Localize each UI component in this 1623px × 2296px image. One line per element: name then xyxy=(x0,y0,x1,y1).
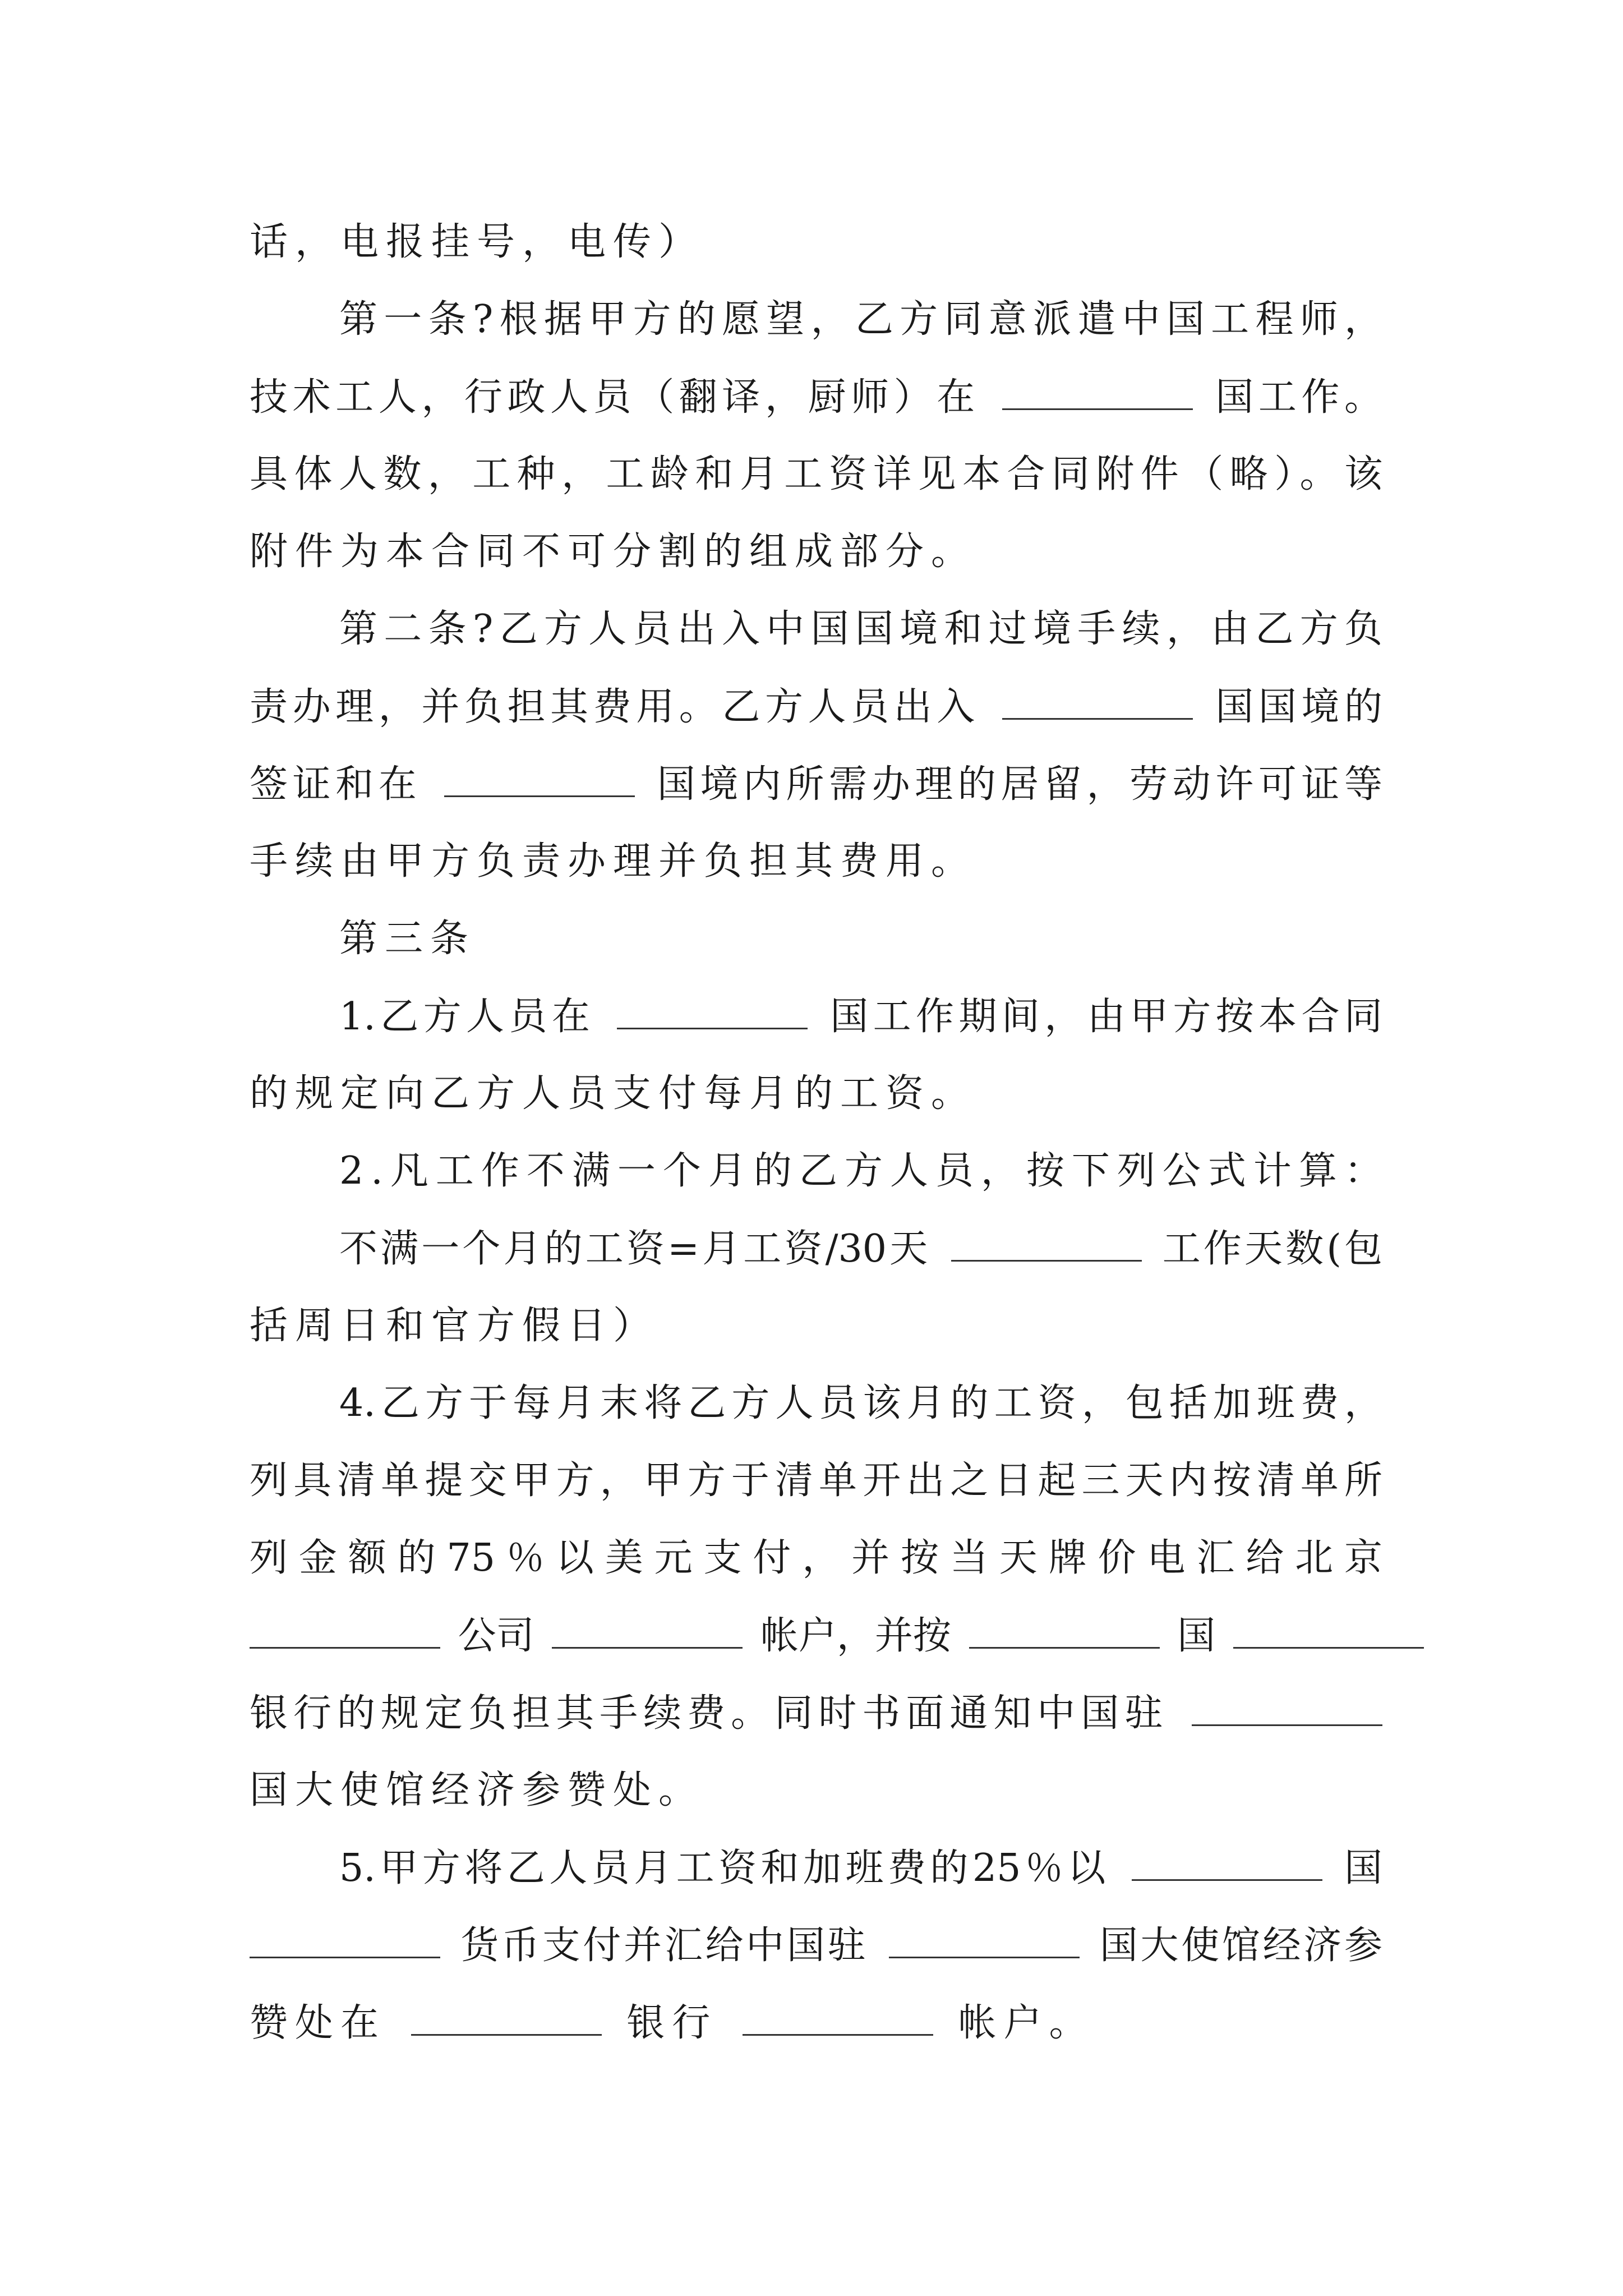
text-line xyxy=(250,1447,1382,1515)
formula-line xyxy=(339,1215,1382,1282)
text-segment: 公司 xyxy=(458,1614,534,1658)
text-line xyxy=(250,1292,1382,1360)
text-line xyxy=(250,441,1382,508)
fill-in-blank xyxy=(552,1602,743,1649)
fill-in-blank xyxy=(1002,673,1193,720)
article-1-heading-line xyxy=(339,286,1382,353)
text-segment: 技术工人，行政人员（翻译，厨师）在 xyxy=(250,375,980,420)
fill-in-blank xyxy=(250,1912,440,1958)
fill-in-blank xyxy=(1132,1834,1322,1881)
fill-in-blank xyxy=(743,1989,933,2036)
text-line xyxy=(250,1602,1382,1669)
text-segment: 工作天数(包 xyxy=(1162,1227,1382,1271)
text-line xyxy=(250,518,1382,586)
text-segment: 银行的规定负担其手续费。同时书面通知中国驻 xyxy=(250,1691,1169,1736)
fill-in-blank xyxy=(444,751,635,797)
text-line xyxy=(250,1989,1382,2056)
text-line xyxy=(339,1138,1390,1205)
fill-in-blank xyxy=(969,1602,1160,1649)
text-line xyxy=(250,209,1382,276)
text-segment: 签证和在 xyxy=(250,762,422,807)
text-segment: 国大使馆经济参 xyxy=(1099,1924,1382,1968)
text-segment: 括周日和官方假日） xyxy=(250,1304,659,1348)
text-line xyxy=(339,983,1382,1050)
text-line xyxy=(339,1834,1382,1902)
text-segment: 国工作。 xyxy=(1215,375,1382,420)
fill-in-blank xyxy=(1233,1602,1424,1649)
fill-in-blank xyxy=(411,1989,602,2036)
text-segment: 手续由甲方负责办理并负担其费用。 xyxy=(250,839,977,884)
text-segment: 第二条?乙方人员出入中国国境和过境手续，由乙方负 xyxy=(339,607,1382,651)
text-line xyxy=(250,1757,1382,1824)
text-segment: 列具清单提交甲方，甲方于清单开出之日起三天内按清单所 xyxy=(250,1458,1382,1503)
text-line xyxy=(250,364,1382,431)
text-segment: 具体人数，工种，工龄和月工资详见本合同附件（略）。该 xyxy=(250,452,1382,496)
text-line xyxy=(250,751,1382,818)
fill-in-blank xyxy=(1002,364,1193,410)
text-segment: 的规定向乙方人员支付每月的工资。 xyxy=(250,1071,977,1116)
article-2-heading-line xyxy=(339,596,1382,663)
text-segment: 国工作期间，由甲方按本合同 xyxy=(830,995,1382,1039)
text-segment: 不满一个月的工资=月工资/30天 xyxy=(339,1227,931,1271)
text-segment: 国 xyxy=(1177,1614,1216,1658)
fill-in-blank xyxy=(951,1215,1142,1262)
text-segment: 话，电报挂号，电传） xyxy=(250,220,704,264)
text-line xyxy=(250,828,1382,895)
text-segment: 国国境的 xyxy=(1215,685,1382,729)
text-segment: 国境内所需办理的居留，劳动许可证等 xyxy=(657,762,1382,807)
text-segment: 赞处在 xyxy=(250,2001,386,2045)
text-segment: 货币支付并汇给中国驻 xyxy=(460,1924,869,1968)
article-3-heading xyxy=(339,905,1382,973)
text-line xyxy=(250,1060,1382,1128)
text-segment: 国 xyxy=(1344,1846,1382,1890)
fill-in-blank xyxy=(617,983,808,1029)
text-segment: 2.凡工作不满一个月的乙方人员，按下列公式计算： xyxy=(339,1149,1390,1193)
text-line xyxy=(250,1680,1382,1747)
text-line xyxy=(250,673,1382,740)
fill-in-blank xyxy=(1192,1680,1382,1726)
text-line xyxy=(250,1525,1382,1592)
text-line xyxy=(339,1370,1382,1437)
text-line xyxy=(250,1912,1382,1979)
text-segment: 帐户，并按 xyxy=(760,1614,951,1658)
text-segment: 1.乙方人员在 xyxy=(339,995,595,1039)
text-segment: 附件为本合同不可分割的组成部分。 xyxy=(250,530,977,574)
fill-in-blank xyxy=(889,1912,1080,1958)
text-segment: 第三条 xyxy=(339,917,476,961)
fill-in-blank xyxy=(250,1602,440,1649)
text-segment: 国大使馆经济参赞处。 xyxy=(250,1768,704,1812)
text-segment: 责办理，并负担其费用。乙方人员出入 xyxy=(250,685,980,729)
text-segment: 4.乙方于每月末将乙方人员该月的工资，包括加班费， xyxy=(339,1381,1382,1425)
text-segment: 银行 xyxy=(626,2001,718,2045)
text-segment: 第一条?根据甲方的愿望，乙方同意派遣中国工程师， xyxy=(339,297,1382,342)
text-segment: 列金额的75％以美元支付，并按当天牌价电汇给北京 xyxy=(250,1536,1382,1580)
text-segment: 帐户。 xyxy=(958,2001,1095,2045)
text-segment: 5.甲方将乙人员月工资和加班费的25％以 xyxy=(339,1846,1110,1890)
